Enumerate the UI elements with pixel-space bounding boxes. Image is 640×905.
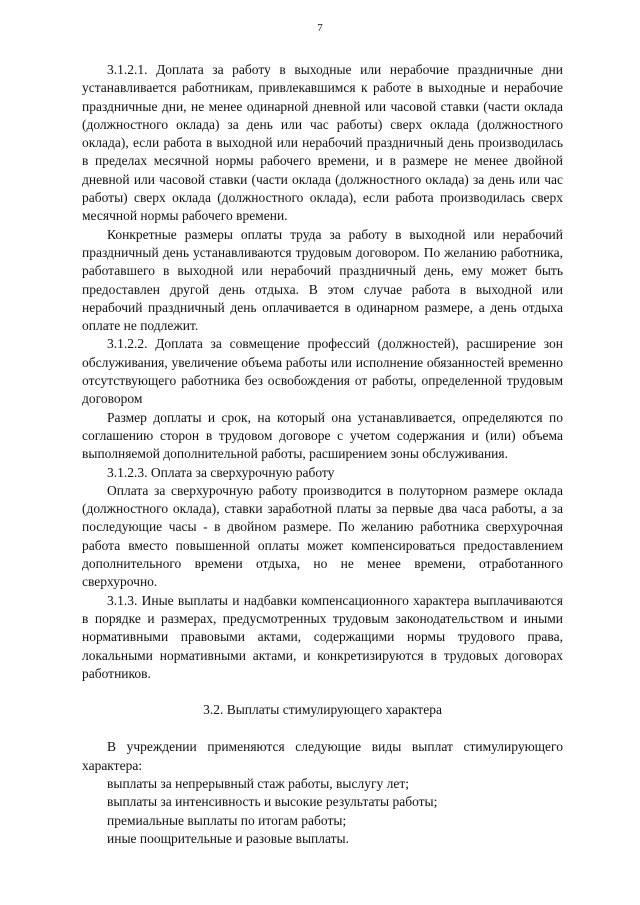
paragraph-3-1-2-2: 3.1.2.2. Доплата за совмещение профессий (должностей), расширение зон обслуживания, увеличение объема работы или исполнение обязанностей временно отсутствующего работника без освобождения от работы, определенной трудовым договором [82,336,563,407]
section-heading: 3.2. Выплаты стимулирующего характера [203,702,442,718]
paragraph-3-1-2-3: 3.1.2.3. Оплата за сверхурочную работу [107,464,335,480]
section-intro: В учреждении применяются следующие виды выплат стимулирующего характера: [82,739,563,773]
list-item: выплаты за интенсивность и высокие результаты работы; [107,794,438,810]
paragraph-3-1-2-1: 3.1.2.1. Доплата за работу в выходные или нерабочие праздничные дни устанавливается работникам, привлекавшимся к работе в выходные и нерабочие праздничные дни, не менее одинарной дневной или часовой ставки (части оклада (должностного оклада) за день или час работы) сверх оклада (должностного оклада), если работа в выходной или нерабочий праздничный день производилась в пределах месячной нормы рабочего времени, и в размере не менее двойной дневной или часовой ставки (части оклада (должностного оклада) за день или час работы) сверх оклада (должностного оклада), если работа производилась сверх месячной нормы рабочего времени. [82,62,563,224]
page-number: 7 [317,22,323,34]
list-item: премиальные выплаты по итогам работы; [107,812,347,828]
paragraph-overtime-pay: Оплата за сверхурочную работу производится в полуторном размере оклада (должностного оклада), ставки заработной платы за первые два часа работы, а за последующие часы - в двойном размере. По желанию работника сверхурочная работа вместо повышенной оплаты может компенсироваться предоставлением дополнительного времени отдыха, но не менее времени, отработанного сверхурочно. [82,482,563,590]
paragraph-combination-pay-size: Размер доплаты и срок, на который она устанавливается, определяются по соглашению сторон в трудовом договоре с учетом содержания и (или) объема выполняемой дополнительной работы, расширением зоны обслуживания. [82,409,563,462]
document-body [82,61,563,848]
list-item: иные поощрительные и разовые выплаты. [107,830,349,846]
list-item: выплаты за непрерывный стаж работы, выслугу лет; [107,775,409,791]
paragraph-holiday-pay-details: Конкретные размеры оплаты труда за работу в выходной или нерабочий праздничный день устанавливаются трудовым договором. По желанию работника, работавшего в выходной или нерабочий праздничный день, ему может быть предоставлен другой день отдыха. В этом случае работа в выходной или нерабочий праздничный день оплачивается в одинарном размере, а день отдыха оплате не подлежит. [82,226,563,334]
paragraph-3-1-3: 3.1.3. Иные выплаты и надбавки компенсационного характера выплачиваются в порядке и размерах, предусмотренных трудовым законодательством и иными нормативными правовыми актами, содержащими нормы трудового права, локальными нормативными актами, и конкретизируются в трудовых договорах работников. [82,592,563,681]
